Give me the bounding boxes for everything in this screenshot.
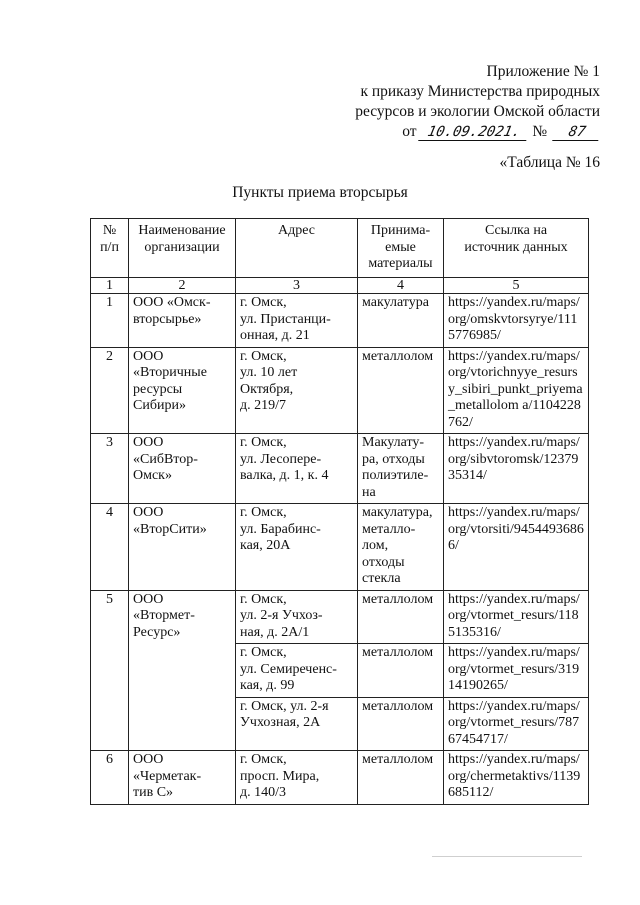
table-row bbox=[91, 590, 589, 644]
org-address: г. Омск, ул. 2-я Учхозная, 2А bbox=[236, 697, 358, 751]
source-link[interactable]: https://yandex.ru/maps/org/vtormet_resurs/31914190265/ bbox=[444, 644, 589, 698]
column-number: 5 bbox=[444, 278, 589, 294]
handwritten-date: 10.09.2021. bbox=[419, 124, 531, 141]
source-link[interactable]: https://yandex.ru/maps/org/vtormet_resurs/1185135316/ bbox=[444, 590, 589, 644]
header-address: Адрес bbox=[236, 219, 358, 278]
org-address: г. Омск, ул. 10 лет Октября, д. 219/7 bbox=[236, 347, 358, 434]
header-link: Ссылка на источник данных bbox=[444, 219, 589, 278]
document-heading: Пункты приема вторсырья bbox=[232, 184, 408, 201]
handwritten-number: 87 bbox=[552, 124, 602, 141]
header-materials: Принима- емые материалы bbox=[358, 219, 444, 278]
table-row bbox=[91, 434, 589, 504]
column-number: 1 bbox=[91, 278, 129, 294]
number-label: № bbox=[532, 123, 548, 140]
source-link[interactable]: https://yandex.ru/maps/org/vtorichnyye_resursy_sibiri_punkt_priyema_metallolom a/1104228762/ bbox=[444, 347, 589, 434]
appendix-order-line: к приказу Министерства природных bbox=[360, 83, 600, 100]
column-number: 3 bbox=[236, 278, 358, 294]
row-num: 2 bbox=[91, 347, 129, 434]
appendix-block bbox=[340, 62, 600, 142]
org-address: г. Омск, просп. Мира, д. 140/3 bbox=[236, 751, 358, 805]
table-row bbox=[91, 294, 589, 348]
org-name: ООО «СибВтор- Омск» bbox=[129, 434, 236, 504]
accepted-materials: макулатура, металло- лом, отходы стекла bbox=[358, 504, 444, 591]
source-link[interactable]: https://yandex.ru/maps/org/sibvtoromsk/1237935314/ bbox=[444, 434, 589, 504]
org-name: ООО «Омск- вторсырье» bbox=[129, 294, 236, 348]
org-address: г. Омск, ул. Лесопере- валка, д. 1, к. 4 bbox=[236, 434, 358, 504]
accepted-materials: макулатура bbox=[358, 294, 444, 348]
org-name: ООО «ВторСити» bbox=[129, 504, 236, 591]
org-address: г. Омск, ул. Пристанци- онная, д. 21 bbox=[236, 294, 358, 348]
org-address: г. Омск, ул. Семиреченс- кая, д. 99 bbox=[236, 644, 358, 698]
source-link[interactable]: https://yandex.ru/maps/org/omskvtorsyrye/1115776985/ bbox=[444, 294, 589, 348]
org-name: ООО «Черметак- тив С» bbox=[129, 751, 236, 805]
row-num: 3 bbox=[91, 434, 129, 504]
accepted-materials: металлолом bbox=[358, 751, 444, 805]
accepted-materials: металлолом bbox=[358, 697, 444, 751]
header-name: Наименование организации bbox=[129, 219, 236, 278]
column-number: 4 bbox=[358, 278, 444, 294]
source-link[interactable]: https://yandex.ru/maps/org/vtorsiti/94544936866/ bbox=[444, 504, 589, 591]
org-name: ООО «Вторичные ресурсы Сибири» bbox=[129, 347, 236, 434]
accepted-materials: металлолом bbox=[358, 644, 444, 698]
table-row bbox=[91, 751, 589, 805]
accepted-materials: Макулату- ра, отходы полиэтиле- на bbox=[358, 434, 444, 504]
column-number: 2 bbox=[129, 278, 236, 294]
appendix-title: Приложение № 1 bbox=[486, 63, 600, 80]
appendix-date-line bbox=[340, 122, 600, 142]
row-num: 6 bbox=[91, 751, 129, 805]
appendix-ministry-line: ресурсов и экологии Омской области bbox=[355, 103, 600, 120]
accepted-materials: металлолом bbox=[358, 590, 444, 644]
org-address: г. Омск, ул. Барабинс- кая, 20А bbox=[236, 504, 358, 591]
source-link[interactable]: https://yandex.ru/maps/org/vtormet_resurs/78767454717/ bbox=[444, 697, 589, 751]
scan-edge-line bbox=[432, 856, 582, 857]
table-row bbox=[91, 347, 589, 434]
row-num: 4 bbox=[91, 504, 129, 591]
recycling-points-table bbox=[90, 218, 589, 805]
row-num: 5 bbox=[91, 590, 129, 751]
row-num: 1 bbox=[91, 294, 129, 348]
accepted-materials: металлолом bbox=[358, 347, 444, 434]
table-row bbox=[91, 504, 589, 591]
column-number-row bbox=[91, 278, 589, 294]
org-address: г. Омск, ул. 2-я Учхоз- ная, д. 2А/1 bbox=[236, 590, 358, 644]
table-number-title: «Таблица № 16 bbox=[499, 154, 600, 171]
from-label: от bbox=[402, 123, 417, 140]
table-header-row bbox=[91, 219, 589, 278]
source-link[interactable]: https://yandex.ru/maps/org/chermetaktivs/1139685112/ bbox=[444, 751, 589, 805]
header-num: № п/п bbox=[91, 219, 129, 278]
org-name: ООО «Втормет- Ресурс» bbox=[129, 590, 236, 751]
